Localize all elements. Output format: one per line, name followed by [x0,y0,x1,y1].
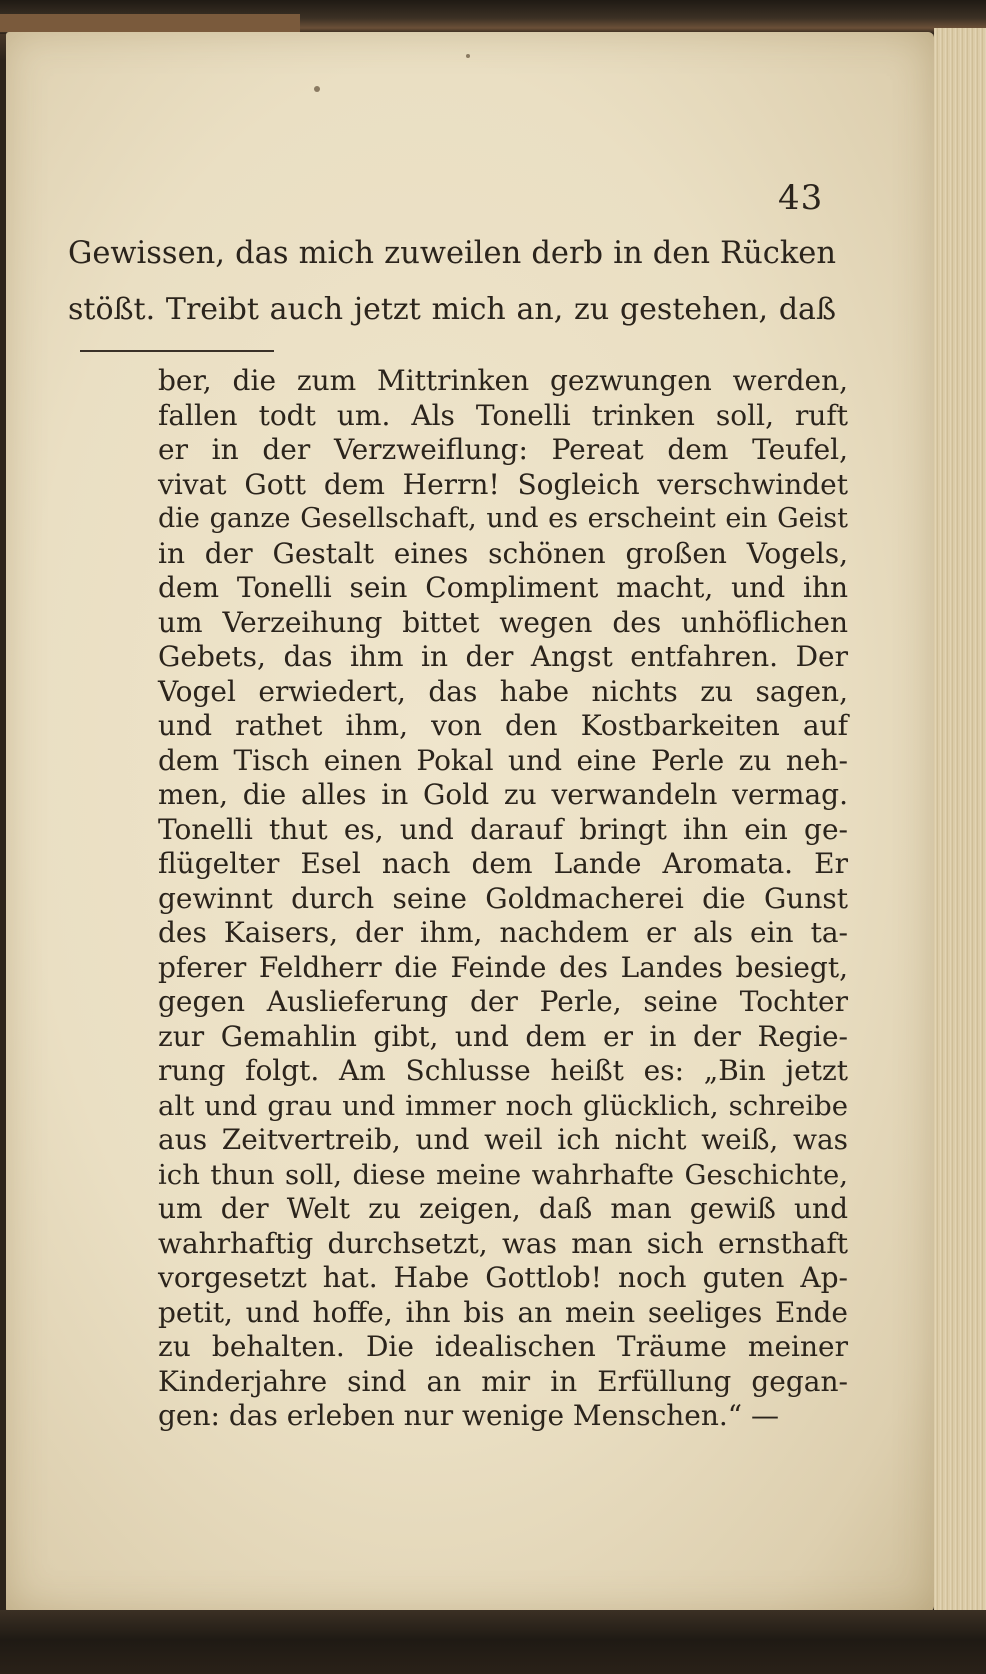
footnote-line: wahrhaftig durchsetzt, was man sich ernsthaft [158,1226,848,1260]
footnote-line: zu behalten. Die idealischen Träume meiner [158,1330,848,1363]
footnote-text [158,364,848,1434]
main-text-line: Gewissen, das mich zuweilen derb in den Rücken [68,236,836,271]
footnote-line: in der Gestalt eines schönen großen Vogels, [158,536,848,570]
footnote-line: rung folgt. Am Schlusse heißt es: „Bin jetzt [158,1054,848,1087]
footnote-line: dem Tonelli sein Compliment macht, und ihn [158,571,848,604]
book-cover-bottom [0,1610,986,1674]
footnote-line: dem Tisch einen Pokal und eine Perle zu neh- [158,743,848,777]
footnote-line: vivat Gott dem Herrn! Sogleich verschwindet [158,467,848,501]
footnote-line: die ganze Gesellschaft, und es erscheint ein Geist [158,503,848,534]
paper-speck [466,54,470,58]
footnote-line: gen: das erleben nur wenige Menschen.“ — [158,1399,780,1432]
footnote-line: ber, die zum Mittrinken gezwungen werden, [158,364,848,397]
footnote-line: um der Welt zu zeigen, daß man gewiß und [158,1192,848,1225]
footnote-line: pferer Feldherr die Feinde des Landes besiegt, [158,950,848,984]
footnote-line: Tonelli thut es, und darauf bringt ihn ein ge- [158,812,848,846]
footnote-line: gegen Auslieferung der Perle, seine Tochter [158,985,848,1018]
leather-binding [0,14,300,32]
footnote-line: zur Gemahlin gibt, und dem er in der Regie- [158,1019,848,1053]
footnote-line: men, die alles in Gold zu verwandeln vermag. [158,778,848,811]
main-text-line: stößt. Treibt auch jetzt mich an, zu gestehen, daß [68,292,836,327]
page-number: 43 [778,178,824,218]
paper-speck [314,86,320,92]
footnote-line: Gebets, das ihm in der Angst entfahren. Der [158,640,848,673]
footnote-line: vorgesetzt hat. Habe Gottlob! noch guten Ap- [158,1261,848,1294]
footnote-line: alt und grau und immer noch glücklich, schreibe [158,1089,848,1122]
footnote-line: und rathet ihm, von den Kostbarkeiten auf [158,709,848,742]
main-text [68,226,836,338]
footnote-line: gewinnt durch seine Goldmacherei die Gunst [158,881,848,915]
footnote-line: petit, und hoffe, ihn bis an mein seeliges Ende [158,1295,848,1329]
footnote-line: fallen todt um. Als Tonelli trinken soll, ruft [158,398,848,432]
footnote-separator [80,350,274,352]
book-cover-top [0,0,986,34]
footnote-line: um Verzeihung bittet wegen des unhöflichen [158,605,848,639]
footnote-line: des Kaisers, der ihm, nachdem er als ein ta- [158,916,848,949]
footnote-line: flügelter Esel nach dem Lande Aromata. Er [158,847,848,880]
footnote-line: Kinderjahre sind an mir in Erfüllung gegan- [158,1364,848,1398]
footnote-line: ich thun soll, diese meine wahrhafte Geschichte, [158,1158,848,1191]
footnote-line: aus Zeitvertreib, und weil ich nicht weiß, was [158,1123,848,1156]
page-edges [934,28,986,1618]
footnote-line: er in der Verzweiflung: Pereat dem Teufel, [158,433,848,466]
footnote-line: Vogel erwiedert, das habe nichts zu sagen, [158,674,848,708]
